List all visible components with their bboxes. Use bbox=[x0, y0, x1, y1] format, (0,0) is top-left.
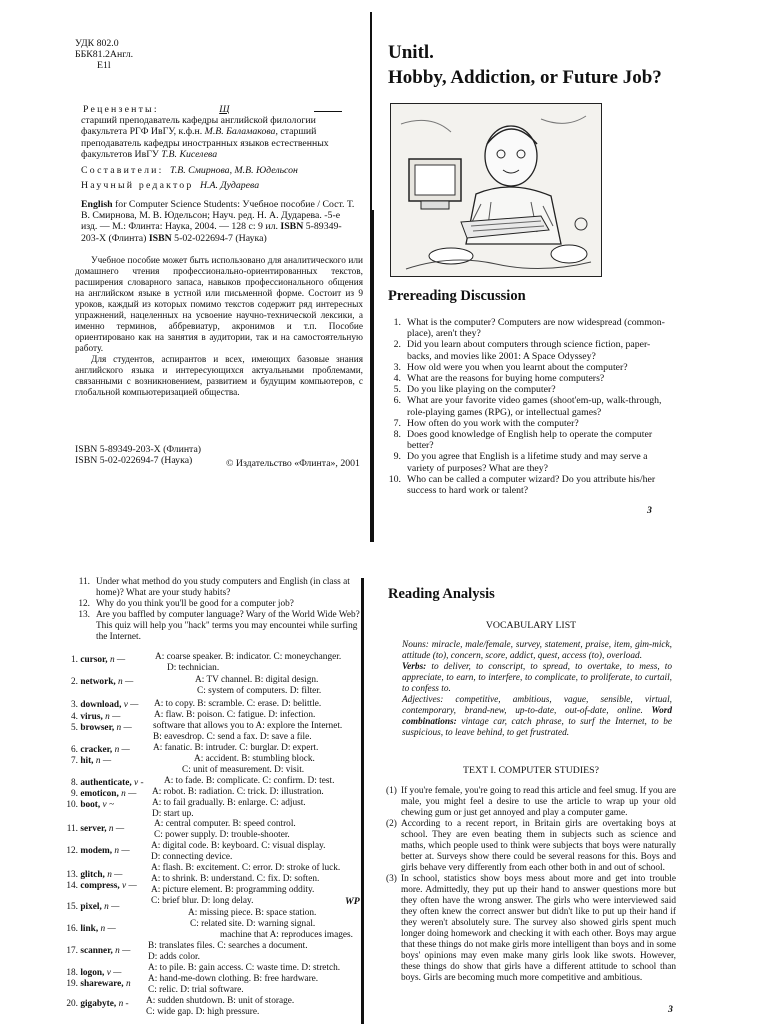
quiz-item-term: 19. shareware, n bbox=[66, 979, 131, 989]
vocabulary-list-title: VOCABULARY LIST bbox=[485, 620, 577, 631]
reviewers-line-2: факультета РГФ ИвГУ, к.ф.н. М.В. Баламакова, старший bbox=[81, 126, 317, 138]
quiz-item-term: 17. scanner, n — bbox=[66, 946, 131, 956]
quiz-item-term: 16. link, n — bbox=[66, 924, 116, 934]
quiz-item-term: 14. compress, v — bbox=[66, 881, 137, 891]
text-title: TEXT I. COMPUTER STUDIES? bbox=[463, 765, 599, 776]
copyright: © Издательство «Флинта», 2001 bbox=[226, 458, 360, 469]
vocabulary-list bbox=[402, 640, 672, 739]
list-item: 9. Do you agree that English is a lifetime study and may serve a variety of purposes? What are they? bbox=[393, 451, 648, 474]
quiz-item-term: 6. cracker, n — bbox=[71, 745, 130, 755]
quiz-item-options: A: to fade. B: complicate. C: confirm. D: test. bbox=[164, 776, 335, 786]
bbk-code: ББК81.2Англ. bbox=[75, 49, 134, 61]
quiz-item-options: A: TV channel. B: digital design. C: system of computers. D: filter. bbox=[195, 675, 322, 696]
quiz-item-term: 15. pixel, n — bbox=[66, 902, 120, 912]
list-item: 6. What are your favorite video games (shoot'em-up, walk-through, role-playing games (RPG), or intellectual games? bbox=[393, 395, 662, 418]
quiz-item-term: 7. hit, n — bbox=[71, 756, 112, 766]
unit-number: Unitl. bbox=[388, 42, 434, 63]
quiz-item-options: A: digital code. B: keyboard. C: visual display. D: connecting device. bbox=[151, 841, 326, 862]
quiz-item-options: A: sudden shutdown. B: unit of storage. C: wide gap. D: high pressure. bbox=[146, 996, 295, 1017]
unit-heading bbox=[388, 40, 662, 90]
reviewers-line-1: старший преподаватель кафедры английской филологии bbox=[81, 115, 316, 127]
quiz-item-term: 5. browser, n — bbox=[71, 723, 132, 733]
quiz-item-options: A: picture element. B: programming oddity. C: brief blur. D: long delay. bbox=[151, 885, 315, 906]
article-paragraph: (3) In school, statistics show boys mess about more and get into trouble more. Admittedly, they put up their hand to answer questions more but they often have the wrong answer. The girls who were interviewed said they often knew the correct answer but didn't like to put up their hand if they weren't absolutely sure. The survey also showed girls spent much longer doing homework and checking it with each other. Boys may argue that these things do not make girls more intelligent than boys and in some boys' opinions may even make many girls look like swots. However, these things do show that girls have a different attitude to school than boys. Girls are becoming much more competitive and ambitious. bbox=[386, 874, 676, 983]
quiz-item-term: 10. boot, v ~ bbox=[66, 800, 115, 810]
quiz-item-options: A: to copy. B: scramble. C: erase. D: belittle. bbox=[154, 699, 322, 709]
quiz-item-term: 9. emoticon, n — bbox=[71, 789, 137, 799]
quiz-item-term: 2. network, n — bbox=[71, 677, 134, 687]
reviewers-mark: Щ bbox=[219, 104, 230, 115]
author-cipher: Е1l bbox=[97, 60, 111, 72]
article-paragraph: (2) According to a recent report, in Britain girls are overtaking boys at school. They are even beating them in subjects such as science and maths, which people used to think were subjects that boys were naturally better at. Surveys show there could be several reasons for this. Boys and girls behave very differently from each other both in and out of school. bbox=[386, 819, 676, 873]
article-paragraph: (1) If you're female, you're going to read this article and feel smug. If you are male, you might feel a desire to use the article to wrap up your old chewing gum or just get annoyed and play a computer game. bbox=[386, 786, 676, 818]
article-text bbox=[386, 786, 676, 984]
list-item: 1. What is the computer? Computers are now widespread (common-place), aren't they? bbox=[393, 317, 665, 340]
quiz-item-term: 11. server, n — bbox=[66, 824, 125, 834]
adjectives-list: Adjectives: competitive, ambitious, vague, sensible, virtual, contemporary, brand-new, up-to-date, out-of-date, online. Word combinations: vintage car, catch phrase, to surf the Internet, to be suspicious, to leave behind, to get frustrated. bbox=[402, 695, 672, 738]
quiz-item-term: 3. download, v — bbox=[71, 700, 139, 710]
quiz-item-options: A: coarse speaker. B: indicator. C: moneychanger. D: technician. bbox=[155, 652, 342, 673]
discussion-questions-continued bbox=[78, 577, 361, 643]
computer-addict-drawing bbox=[391, 104, 601, 276]
prereading-heading: Prereading Discussion bbox=[388, 288, 526, 304]
list-item: 8. Does good knowledge of English help to operate the computer better? bbox=[393, 429, 653, 452]
quiz-item-term: 13. glitch, n — bbox=[66, 870, 123, 880]
quiz-item-options: A: flaw. B: poison. C: fatigue. D: infection. bbox=[154, 710, 316, 720]
reviewers-block bbox=[81, 104, 366, 160]
quiz-item-options: A: hand-me-down clothing. B: free hardware. C: relic. D: trial software. bbox=[148, 974, 319, 995]
list-item: 12. Why do you think you'll be good for a computer job? bbox=[78, 599, 294, 609]
quiz-item-options: A: central computer. B: speed control. C: power supply. D: trouble-shooter. bbox=[154, 819, 296, 840]
list-item: 10. Who can be called a computer wizard? Do you attribute his/her success to hard work or talent? bbox=[388, 473, 656, 497]
quiz-item-term: 1. cursor, n — bbox=[71, 655, 126, 665]
divider-top-bold bbox=[372, 210, 374, 542]
reviewers-label: Рецензенты: bbox=[83, 104, 159, 115]
quiz-item-options: software that allows you to A: explore the Internet. B: eavesdrop. C: send a fax. D: save a file. bbox=[153, 721, 343, 742]
page-number: 3 bbox=[647, 505, 652, 516]
reviewers-underline bbox=[314, 111, 342, 112]
wp-mark: WP bbox=[345, 896, 360, 907]
quiz-item-options: D: adds color. A: to pile. B: gain access. C: waste time. D: stretch. bbox=[148, 952, 341, 973]
illustration-cartoon bbox=[390, 103, 602, 277]
unit-title: Hobby, Addiction, or Future Job? bbox=[388, 67, 662, 88]
quiz-item-options: machine that A: reproduces images. B: translates files. C: searches a document. bbox=[148, 930, 353, 951]
divider-bottom bbox=[361, 578, 364, 1024]
isbn-flinta: ISBN 5-89349-203-Х (Флинта) bbox=[75, 444, 202, 455]
quiz-item-term: 4. virus, n — bbox=[71, 712, 121, 722]
list-item: 5. Do you like playing on the computer? bbox=[393, 384, 556, 396]
list-item: 3. How old were you when you learnt about the computer? bbox=[393, 361, 628, 373]
quiz-item-options: A: flash. B: excitement. C: error. D: stroke of luck. bbox=[151, 863, 341, 873]
page-number: 3 bbox=[668, 1004, 673, 1015]
reading-analysis-heading: Reading Analysis bbox=[388, 586, 495, 602]
nouns-list: Nouns: miracle, male/female, survey, statement, praise, item, gim-mick, attitude (to), concern, score, addict, quest, access (to), overload. bbox=[402, 640, 672, 661]
quiz-item-options: A: to fail gradually. B: enlarge. C: adjust. D: start up. bbox=[152, 798, 306, 819]
reviewers-line-4: факультетов ИвГУ Т.В. Киселева bbox=[81, 148, 218, 160]
quiz-item-term: 18. logon, v — bbox=[66, 968, 122, 978]
editor-line: Научный редактор Н.А. Дударева bbox=[81, 180, 260, 191]
quiz-item-options: A: missing piece. B: space station. C: related site. D: warning signal. bbox=[188, 908, 317, 929]
compilers-line: Составители: Т.В. Смирнова, М.В. Юдельсон bbox=[81, 165, 298, 176]
quiz-item-options: A: robot. B: radiation. C: trick. D: illustration. bbox=[152, 787, 324, 797]
abstract-paragraph-2: Для студентов, аспирантов и всех, имеющих базовые знания английского языка и интересующихся актуальными проблемами, связанными с возникновением, развитием и будущим компьютеров, с глобальной компьютеризацией общества. bbox=[75, 355, 363, 398]
verbs-list: Verbs: to deliver, to conscript, to spread, to overtake, to mess, to appreciate, to earn, to interfere, to complicate, to proliferate, to curtail, to confess to. bbox=[402, 662, 672, 694]
prereading-questions bbox=[389, 317, 671, 496]
abstract bbox=[75, 256, 363, 399]
isbn-block bbox=[75, 444, 201, 466]
quiz-item-options: A: fanatic. B: intruder. C: burglar. D: expert. bbox=[153, 743, 319, 753]
abstract-paragraph-1: Учебное пособие может быть использовано для аналитического или домашнего чтения профессионально-ориентированных текстов, расширения словарного запаса, навыков профессионального общения на английском языке в устной или письменной форме. Состоит из 9 уроков, каждый из которых помимо текстов содержит ряд интересных упражнений, нацеленных на усвоение научно-технической лексики, а именно терминов, аббревиатур, акронимов и т.п. Пособие ориентировано как на занятия в аудитории, так и на самостоятельную работу. bbox=[75, 256, 363, 354]
udk-code: УДК 802.0 bbox=[75, 38, 119, 49]
vocabulary-quiz bbox=[60, 652, 360, 1020]
quiz-item-options: A: to shrink. B: understand. C: fix. D: soften. bbox=[151, 874, 320, 884]
list-item: 13. Are you baffled by computer language? Wary of the World Wide Web? This quiz will help you "hack" terms you may encountei while surfing the Internet. bbox=[78, 610, 360, 642]
quiz-item-options: A: accident. B: stumbling block. C: unit of measurement. D: visit. bbox=[182, 754, 315, 775]
list-item: 11. Under what method do you study computers and English (in class at home)? What are your study habits? bbox=[78, 577, 350, 598]
quiz-item-term: 8. authenticate, v - bbox=[71, 778, 144, 788]
quiz-item-term: 20. gigabyte, n - bbox=[66, 999, 129, 1009]
bibliographic-entry: English for Computer Science Students: Учебное пособие / Сост. Т. В. Смирнова, М. В. Юдельсон; Науч. ред. Н. А. Дударева. -5-е изд. — М.: Флинта: Наука, 2004. — 128 с: 9 ил. ISBN 5-89349- 203-Х (Флинта) ISBN 5-02-022694-7 (Наука) bbox=[81, 199, 355, 244]
list-item: 4. What are the reasons for buying home computers? bbox=[393, 373, 605, 385]
list-item: 7. How often do you work with the computer? bbox=[393, 417, 579, 429]
reviewers-line-3: преподаватель кафедры иностранных языков естественных bbox=[81, 137, 329, 149]
isbn-nauka: ISBN 5-02-022694-7 (Наука) bbox=[75, 455, 193, 467]
quiz-item-term: 12. modem, n — bbox=[66, 846, 130, 856]
catalog-codes bbox=[75, 38, 133, 72]
list-item: 2. Did you learn about computers through science fiction, paper-backs, and movies like 2001: A Space Odyssey? bbox=[393, 339, 651, 362]
